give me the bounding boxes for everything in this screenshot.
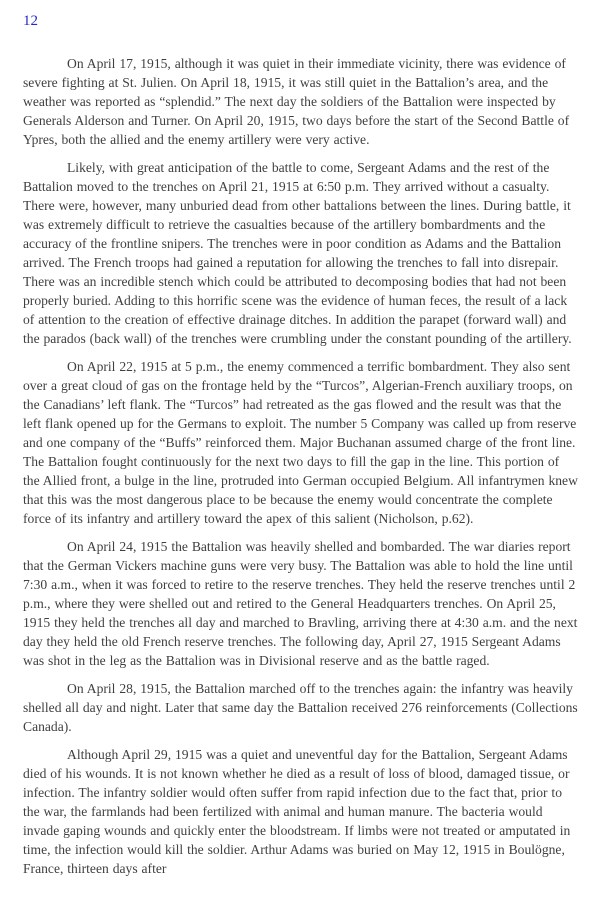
paragraph: Although April 29, 1915 was a quiet and uneventful day for the Battalion, Sergeant Adams died of his wounds. It is not known whether he died as a result of loss of blood, damaged tissue, or infection. The infantry soldier would often suffer from rapid infection due to the fact that, prior to the war, the farmlands had been fertilized with animal and human manure. The bacteria would invade gaping wounds and quickly enter the bloodstream. If limbs were not treated or amputated in time, the infection would kill the soldier. Arthur Adams was buried on May 12, 1915 in Boulögne, France, thirteen days after [23,747,571,876]
paragraph: On April 22, 1915 at 5 p.m., the enemy commenced a terrific bombardment. They also sent over a great cloud of gas on the frontage held by the “Turcos”, Algerian-French auxiliary troops, on the Canadians’ left flank. The “Turcos” had retreated as the gas flowed and the result was that the left flank opened up for the Germans to exploit. The number 5 Company was called up from reserve and one company of the “Buffs” reinforced them. Major Buchanan assumed charge of the front line. The Battalion fought continuously for the next two days to fill the gap in the line. This portion of the Allied front, a bulge in the line, protruded into German occupied Belgium. All infantrymen knew that this was the most dangerous place to be because the enemy would concentrate the complete force of its infantry and artillery toward the apex of this salient (Nicholson, p.62). [23,359,578,526]
paragraph: On April 28, 1915, the Battalion marched off to the trenches again: the infantry was heavily shelled all day and night. Later that same day the Battalion received 276 reinforcements (Collections Canada). [23,681,578,734]
paragraph: On April 24, 1915 the Battalion was heavily shelled and bombarded. The war diaries report that the German Vickers machine guns were very busy. The Battalion was able to hold the line until 7:30 a.m., when it was forced to retire to the reserve trenches. They held the reserve trenches until 2 p.m., where they were shelled out and retired to the General Headquarters trenches. On April 25, 1915 they held the trenches all day and marched to Bravling, arriving there at 4:30 a.m. and the next day they held the old French reserve trenches. The following day, April 27, 1915 Sergeant Adams was shot in the leg as the Battalion was in Divisional reserve and as the battle raged. [23,539,578,668]
page-number: 12 [23,13,38,29]
page-body [23,54,578,878]
paragraph: On April 17, 1915, although it was quiet in their immediate vicinity, there was evidence of severe fighting at St. Julien. On April 18, 1915, it was still quiet in the Battalion’s area, and the weather was reported as “splendid.” The next day the soldiers of the Battalion were inspected by Generals Alderson and Turner. On April 20, 1915, two days before the start of the Second Battle of Ypres, both the allied and the enemy artillery were very active. [23,56,570,147]
paragraph: Likely, with great anticipation of the battle to come, Sergeant Adams and the rest of the Battalion moved to the trenches on April 21, 1915 at 6:50 p.m. They arrived without a casualty. There were, however, many unburied dead from other battalions between the lines. During battle, it was extremely difficult to retrieve the casualties because of the artillery bombardments and the accuracy of the frontline snipers. The trenches were in poor condition as Adams and the Battalion arrived. The French troops had gained a reputation for allowing the trenches to fall into disrepair. There was an incredible stench which could be attributed to decomposing bodies that had not been properly buried. Adding to this horrific scene was the evidence of human feces, the result of a lack of attention to the creation of effective drainage ditches. In addition the parapet (forward wall) and the parados (back wall) of the trenches were crumbling under the constant pounding of the artillery. [23,160,572,346]
